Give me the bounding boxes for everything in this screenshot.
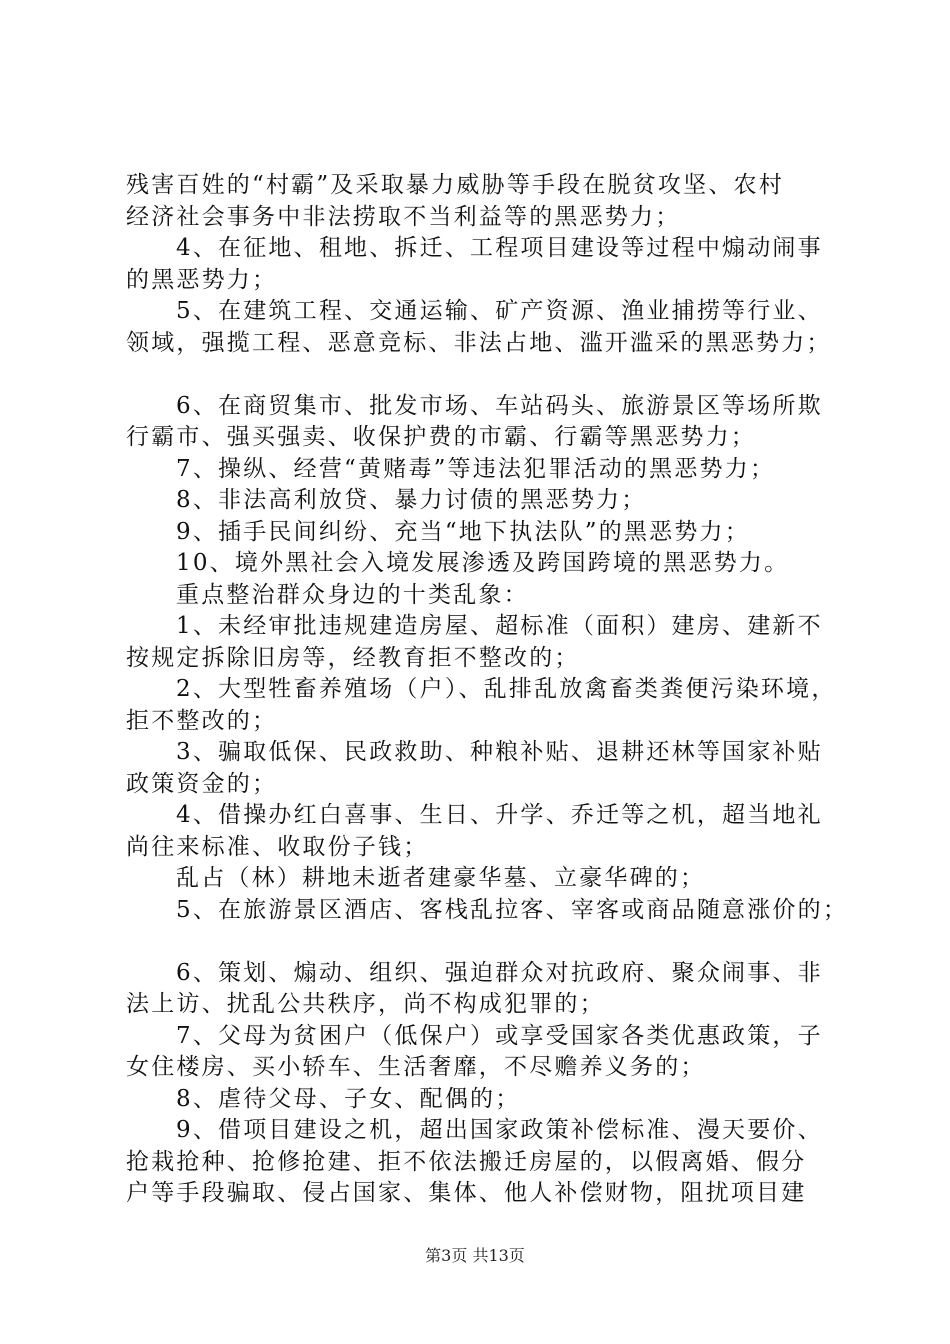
paragraph-line: 4、在征地、租地、拆迁、工程项目建设等过程中煽动闹事 [176, 235, 823, 261]
paragraph-line: 残害百姓的“村霸”及采取暴力威胁等手段在脱贫攻坚、农村 [126, 172, 784, 198]
paragraph-line: 抢栽抢种、抢修抢建、拒不依法搬迁房屋的，以假离婚、假分 [126, 1148, 807, 1175]
paragraph-line: 4、借操办红白喜事、生日、升学、乔迁等之机，超当地礼 [176, 802, 823, 828]
paragraph-line: 3、骗取低保、民政救助、种粮补贴、退耕还林等国家补贴 [176, 739, 823, 765]
paragraph-line: 的黑恶势力； [126, 266, 278, 293]
paragraph-line: 法上访、扰乱公共秩序，尚不构成犯罪的； [126, 991, 605, 1017]
paragraph-line: 5、在旅游景区酒店、客栈乱拉客、宰客或商品随意涨价的； [176, 896, 849, 923]
paragraph-line: 行霸市、强买强卖、收保护费的市霸、行霸等黑恶势力； [126, 424, 756, 450]
blank-line [126, 359, 846, 391]
paragraph-line: 9、插手民间纠纷、充当“地下执法队”的黑恶势力； [176, 518, 750, 545]
paragraph-line: 重点整治群众身边的十类乱象： [176, 581, 529, 608]
paragraph-line: 6、策划、煽动、组织、强迫群众对抗政府、聚众闹事、非 [176, 959, 823, 986]
blank-line [126, 926, 846, 958]
paragraph-line: 10、境外黑社会入境发展渗透及跨国跨境的黑恶势力。 [176, 550, 790, 576]
document-body [126, 170, 849, 1210]
page-footer: 第3页 共13页 [425, 1246, 525, 1265]
paragraph-line: 经济社会事务中非法捞取不当利益等的黑恶势力； [126, 203, 681, 230]
paragraph-line: 乱占（林）耕地未逝者建豪华墓、立豪华碑的； [176, 865, 706, 891]
paragraph-line: 政策资金的； [126, 770, 278, 797]
paragraph-line: 按规定拆除旧房等，经教育拒不整改的； [126, 644, 580, 671]
paragraph-line: 8、虐待父母、子女、配偶的； [176, 1085, 521, 1112]
paragraph-line: 9、借项目建设之机，超出国家政策补偿标准、漫天要价、 [176, 1117, 823, 1143]
paragraph-line: 领域，强揽工程、恶意竞标、非法占地、滥开滥采的黑恶势力； [126, 329, 832, 356]
paragraph-line: 6、在商贸集市、批发市场、车站码头、旅游景区等场所欺 [176, 392, 823, 419]
paragraph-line: 5、在建筑工程、交通运输、矿产资源、渔业捕捞等行业、 [176, 298, 823, 324]
paragraph-line: 拒不整改的； [126, 707, 278, 734]
paragraph-line: 2、大型牲畜养殖场（户）、乱排乱放禽畜类粪便污染环境， [176, 676, 837, 702]
paragraph-line: 1、未经审批违规建造房屋、超标准（面积）建房、建新不 [176, 613, 823, 639]
paragraph-line: 7、父母为贫困户（低保户）或享受国家各类优惠政策，子 [176, 1022, 823, 1049]
paragraph-line: 8、非法高利放贷、暴力讨债的黑恶势力； [176, 487, 647, 513]
paragraph-line: 7、操纵、经营“黄赌毒”等违法犯罪活动的黑恶势力； [176, 455, 776, 482]
paragraph-line: 女住楼房、买小轿车、生活奢靡，不尽赡养义务的； [126, 1054, 706, 1080]
paragraph-line: 户等手段骗取、侵占国家、集体、他人补偿财物，阻扰项目建 [126, 1180, 807, 1206]
paragraph-line: 尚往来标准、收取份子钱； [126, 833, 429, 860]
